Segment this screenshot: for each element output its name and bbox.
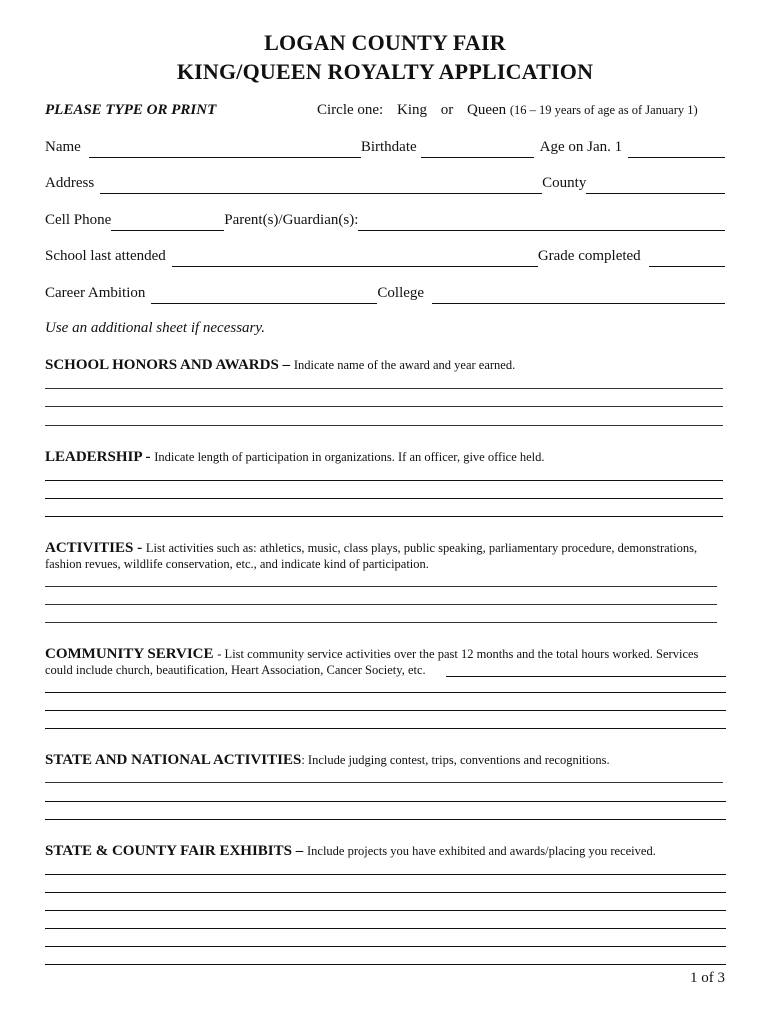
birthdate-label: Birthdate xyxy=(360,139,417,155)
exhibits-desc: Include projects you have exhibited and awards/placing you received. xyxy=(307,844,656,858)
school-label: School last attended xyxy=(45,248,166,264)
activities-line[interactable] xyxy=(45,622,717,623)
parents-field[interactable] xyxy=(358,212,725,231)
activities-line[interactable] xyxy=(45,586,717,587)
activities-desc: List activities such as: athletics, music, class plays, public speaking, parliamentary procedure, demonstrations, fashion revues, wildlife conservation, etc., and indicate kind of participation. xyxy=(45,541,698,571)
leadership-section xyxy=(45,449,727,465)
state-national-desc: : Include judging contest, trips, conventions and recognitions. xyxy=(301,753,610,767)
community-line[interactable] xyxy=(446,676,726,677)
honors-line[interactable] xyxy=(45,406,723,407)
school-row xyxy=(45,245,725,267)
community-desc: - List community service activities over the past 12 months and the total hours worked. Services could include church, beautification, Heart Association, Cancer Society, etc. xyxy=(45,647,699,677)
community-line[interactable] xyxy=(45,728,726,729)
leadership-heading: LEADERSHIP - xyxy=(45,449,151,465)
exhibits-line[interactable] xyxy=(45,946,726,947)
address-label: Address xyxy=(45,175,95,191)
name-field[interactable] xyxy=(89,139,361,158)
activities-heading: ACTIVITIES - xyxy=(45,540,143,556)
state-national-heading: STATE AND NATIONAL ACTIVITIES xyxy=(45,752,302,768)
community-line[interactable] xyxy=(45,710,726,711)
cell-phone-field[interactable] xyxy=(111,212,224,231)
honors-section xyxy=(45,357,727,373)
address-row xyxy=(45,172,725,194)
age-field[interactable] xyxy=(628,139,725,158)
exhibits-heading: STATE & COUNTY FAIR EXHIBITS – xyxy=(45,843,304,859)
leadership-line[interactable] xyxy=(45,498,723,499)
activities-section xyxy=(45,540,727,572)
community-section xyxy=(45,646,727,678)
king-option[interactable]: King xyxy=(396,102,427,118)
age-label: Age on Jan. 1 xyxy=(539,139,623,155)
please-type-note: PLEASE TYPE OR PRINT xyxy=(45,102,217,118)
exhibits-section xyxy=(45,843,727,859)
state-national-section xyxy=(45,752,727,768)
exhibits-line[interactable] xyxy=(45,964,726,965)
state-national-line[interactable] xyxy=(45,782,723,783)
county-field[interactable] xyxy=(586,175,725,194)
state-national-line[interactable] xyxy=(45,819,726,820)
state-national-line[interactable] xyxy=(45,801,726,802)
leadership-line[interactable] xyxy=(45,516,723,517)
parents-label: Parent(s)/Guardian(s): xyxy=(224,212,359,228)
exhibits-line[interactable] xyxy=(45,910,726,911)
honors-desc: Indicate name of the award and year earned. xyxy=(293,358,516,372)
grade-label: Grade completed xyxy=(537,248,641,264)
circle-one-label: Circle one: xyxy=(317,102,384,118)
queen-option[interactable]: Queen xyxy=(466,102,507,118)
cell-phone-label: Cell Phone xyxy=(45,212,112,228)
county-label: County xyxy=(542,175,587,191)
additional-sheet-note: Use an additional sheet if necessary. xyxy=(45,320,265,336)
school-field[interactable] xyxy=(172,248,538,267)
community-line[interactable] xyxy=(45,692,726,693)
exhibits-line[interactable] xyxy=(45,928,726,929)
age-note: (16 – 19 years of age as of January 1) xyxy=(509,103,698,117)
form-title-line1: LOGAN COUNTY FAIR xyxy=(264,30,506,55)
exhibits-line[interactable] xyxy=(45,874,726,875)
circle-one-row xyxy=(317,102,698,119)
or-text: or xyxy=(440,102,454,118)
community-heading: COMMUNITY SERVICE xyxy=(45,646,214,662)
grade-field[interactable] xyxy=(649,248,725,267)
leadership-desc: Indicate length of participation in organizations. If an officer, give office held. xyxy=(154,450,545,464)
address-field[interactable] xyxy=(100,175,542,194)
honors-heading: SCHOOL HONORS AND AWARDS – xyxy=(45,357,291,373)
page-number: 1 of 3 xyxy=(690,970,725,986)
activities-line[interactable] xyxy=(45,604,717,605)
name-row xyxy=(45,136,725,158)
career-row xyxy=(45,282,725,304)
phone-row xyxy=(45,209,725,231)
name-label: Name xyxy=(45,139,81,155)
leadership-line[interactable] xyxy=(45,480,723,481)
birthdate-field[interactable] xyxy=(421,139,534,158)
honors-line[interactable] xyxy=(45,425,723,426)
form-title-line2: KING/QUEEN ROYALTY APPLICATION xyxy=(176,59,594,84)
honors-line[interactable] xyxy=(45,388,723,389)
college-label: College xyxy=(377,285,425,301)
college-field[interactable] xyxy=(432,285,725,304)
exhibits-line[interactable] xyxy=(45,892,726,893)
career-field[interactable] xyxy=(151,285,377,304)
career-label: Career Ambition xyxy=(45,285,146,301)
